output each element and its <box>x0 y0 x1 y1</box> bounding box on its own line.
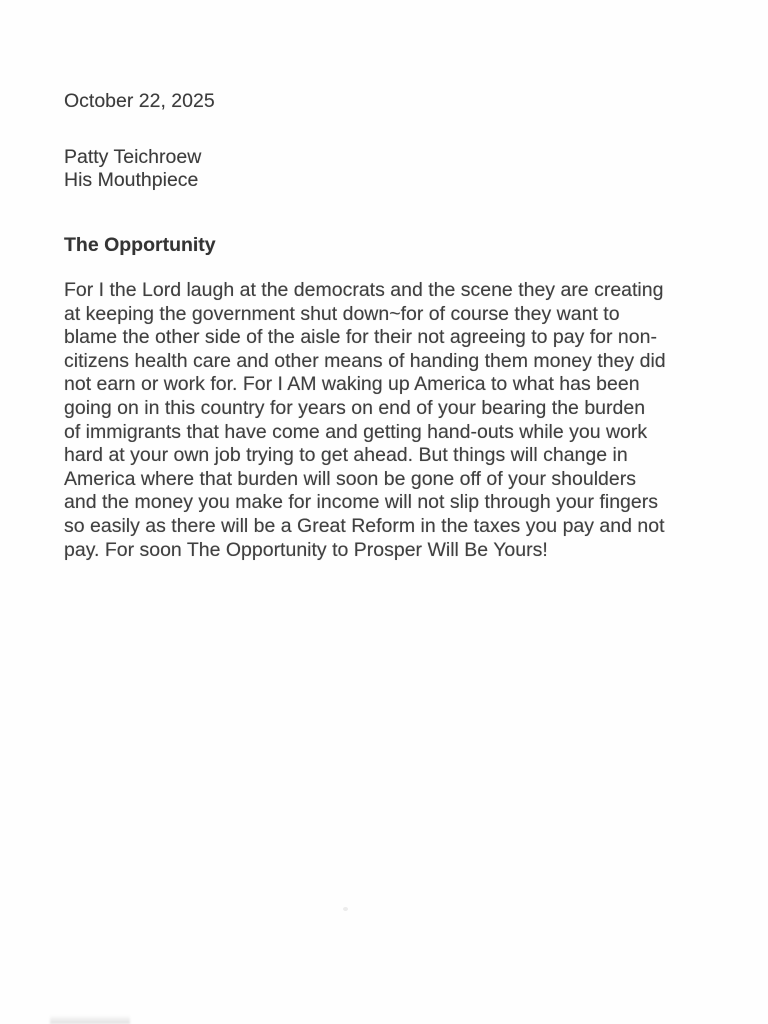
letter-date: October 22, 2025 <box>64 90 215 112</box>
body-line: blame the other side of the aisle for their not agreeing to pay for non- <box>64 326 657 349</box>
body-line: at keeping the government shut down~for of course they want to <box>64 302 620 325</box>
sender-block <box>64 146 712 193</box>
body-line: going on in this country for years on end of your bearing the burden <box>64 396 646 419</box>
letter-body <box>64 279 712 562</box>
sender-name: Patty Teichroew <box>64 145 202 168</box>
body-line: of immigrants that have come and getting hand-outs while you work <box>64 420 648 443</box>
body-line: not earn or work for. For I AM waking up America to what has been <box>64 373 640 396</box>
body-line: and the money you make for income will not slip through your fingers <box>64 491 658 514</box>
body-line: so easily as there will be a Great Reform in the taxes you pay and not <box>64 514 665 537</box>
scan-artifact-speck <box>343 907 348 911</box>
scan-artifact-bottom-shadow <box>50 1015 130 1024</box>
body-line: hard at your own job trying to get ahead. But things will change in <box>64 444 628 467</box>
letter-title: The Opportunity <box>64 233 216 256</box>
body-line: For I the Lord laugh at the democrats and the scene they are creating <box>64 279 664 301</box>
body-line: pay. For soon The Opportunity to Prosper Will Be Yours! <box>64 538 548 561</box>
sender-role: His Mouthpiece <box>64 169 199 191</box>
letter-content <box>64 90 712 562</box>
body-line: citizens health care and other means of handing them money they did <box>64 349 666 372</box>
body-line: America where that burden will soon be gone off of your shoulders <box>64 467 636 490</box>
